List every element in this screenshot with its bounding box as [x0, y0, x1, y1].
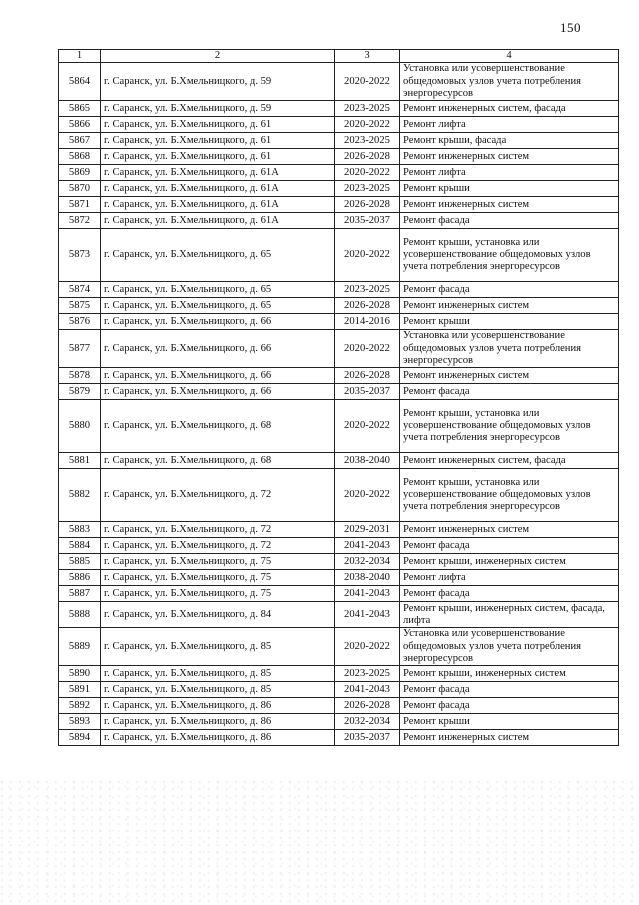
table-row — [59, 400, 619, 453]
row-number: 5870 — [59, 181, 101, 197]
table-row — [59, 714, 619, 730]
row-work: Установка или усовершенствование общедомовых узлов учета потребления энергоресурсов — [400, 628, 619, 666]
row-period: 2023-2025 — [335, 282, 400, 298]
row-address: г. Саранск, ул. Б.Хмельницкого, д. 86 — [101, 698, 335, 714]
row-address: г. Саранск, ул. Б.Хмельницкого, д. 61А — [101, 197, 335, 213]
row-period: 2029-2031 — [335, 522, 400, 538]
row-period: 2041-2043 — [335, 602, 400, 628]
table-row — [59, 384, 619, 400]
row-address: г. Саранск, ул. Б.Хмельницкого, д. 66 — [101, 384, 335, 400]
row-address: г. Саранск, ул. Б.Хмельницкого, д. 59 — [101, 101, 335, 117]
row-period: 2014-2016 — [335, 314, 400, 330]
row-number: 5882 — [59, 469, 101, 522]
table-row — [59, 698, 619, 714]
row-number: 5879 — [59, 384, 101, 400]
row-work: Ремонт фасада — [400, 538, 619, 554]
row-period: 2023-2025 — [335, 101, 400, 117]
row-work: Ремонт инженерных систем — [400, 522, 619, 538]
row-address: г. Саранск, ул. Б.Хмельницкого, д. 61 — [101, 133, 335, 149]
row-number: 5877 — [59, 330, 101, 368]
row-work: Ремонт крыши — [400, 181, 619, 197]
row-period: 2020-2022 — [335, 628, 400, 666]
row-number: 5872 — [59, 213, 101, 229]
row-work: Ремонт крыши — [400, 714, 619, 730]
row-work: Ремонт крыши, установка или усовершенствование общедомовых узлов учета потребления энергоресурсов — [400, 400, 619, 453]
row-work: Ремонт лифта — [400, 570, 619, 586]
table-row — [59, 298, 619, 314]
table-row — [59, 570, 619, 586]
table-row — [59, 181, 619, 197]
table-row — [59, 63, 619, 101]
row-address: г. Саранск, ул. Б.Хмельницкого, д. 86 — [101, 714, 335, 730]
row-period: 2020-2022 — [335, 63, 400, 101]
row-period: 2035-2037 — [335, 213, 400, 229]
row-work: Ремонт крыши, фасада — [400, 133, 619, 149]
row-number: 5871 — [59, 197, 101, 213]
header-col-4: 4 — [400, 50, 619, 63]
row-number: 5889 — [59, 628, 101, 666]
table-row — [59, 666, 619, 682]
row-number: 5885 — [59, 554, 101, 570]
row-address: г. Саранск, ул. Б.Хмельницкого, д. 66 — [101, 368, 335, 384]
row-number: 5894 — [59, 730, 101, 746]
row-address: г. Саранск, ул. Б.Хмельницкого, д. 66 — [101, 314, 335, 330]
row-address: г. Саранск, ул. Б.Хмельницкого, д. 61А — [101, 181, 335, 197]
row-work: Ремонт фасада — [400, 282, 619, 298]
table-row — [59, 133, 619, 149]
row-address: г. Саранск, ул. Б.Хмельницкого, д. 65 — [101, 229, 335, 282]
row-number: 5866 — [59, 117, 101, 133]
row-number: 5864 — [59, 63, 101, 101]
row-period: 2032-2034 — [335, 714, 400, 730]
row-period: 2026-2028 — [335, 368, 400, 384]
row-work: Ремонт инженерных систем — [400, 149, 619, 165]
row-work: Ремонт инженерных систем — [400, 298, 619, 314]
row-period: 2020-2022 — [335, 229, 400, 282]
row-number: 5891 — [59, 682, 101, 698]
row-number: 5887 — [59, 586, 101, 602]
row-period: 2020-2022 — [335, 330, 400, 368]
row-period: 2020-2022 — [335, 165, 400, 181]
row-period: 2035-2037 — [335, 730, 400, 746]
row-number: 5874 — [59, 282, 101, 298]
table-body — [59, 63, 619, 746]
row-work: Ремонт фасада — [400, 586, 619, 602]
row-period: 2038-2040 — [335, 570, 400, 586]
row-address: г. Саранск, ул. Б.Хмельницкого, д. 61 — [101, 117, 335, 133]
table-row — [59, 117, 619, 133]
row-period: 2020-2022 — [335, 400, 400, 453]
row-address: г. Саранск, ул. Б.Хмельницкого, д. 61 — [101, 149, 335, 165]
header-row — [59, 50, 619, 63]
row-work: Ремонт инженерных систем — [400, 730, 619, 746]
row-address: г. Саранск, ул. Б.Хмельницкого, д. 85 — [101, 682, 335, 698]
row-work: Ремонт инженерных систем, фасада — [400, 453, 619, 469]
row-work: Ремонт фасада — [400, 682, 619, 698]
row-address: г. Саранск, ул. Б.Хмельницкого, д. 65 — [101, 298, 335, 314]
row-number: 5865 — [59, 101, 101, 117]
row-period: 2023-2025 — [335, 133, 400, 149]
header-col-3: 3 — [335, 50, 400, 63]
row-number: 5880 — [59, 400, 101, 453]
row-number: 5876 — [59, 314, 101, 330]
row-number: 5890 — [59, 666, 101, 682]
row-address: г. Саранск, ул. Б.Хмельницкого, д. 85 — [101, 628, 335, 666]
row-period: 2023-2025 — [335, 666, 400, 682]
row-number: 5883 — [59, 522, 101, 538]
row-work: Ремонт крыши, инженерных систем — [400, 666, 619, 682]
table-row — [59, 229, 619, 282]
row-address: г. Саранск, ул. Б.Хмельницкого, д. 72 — [101, 538, 335, 554]
row-address: г. Саранск, ул. Б.Хмельницкого, д. 75 — [101, 586, 335, 602]
row-period: 2038-2040 — [335, 453, 400, 469]
row-address: г. Саранск, ул. Б.Хмельницкого, д. 66 — [101, 330, 335, 368]
row-number: 5868 — [59, 149, 101, 165]
row-work: Ремонт крыши — [400, 314, 619, 330]
row-number: 5867 — [59, 133, 101, 149]
table-row — [59, 538, 619, 554]
row-address: г. Саранск, ул. Б.Хмельницкого, д. 85 — [101, 666, 335, 682]
row-number: 5892 — [59, 698, 101, 714]
row-work: Ремонт крыши, инженерных систем, фасада, лифта — [400, 602, 619, 628]
row-work: Ремонт инженерных систем — [400, 368, 619, 384]
table-row — [59, 213, 619, 229]
table-row — [59, 368, 619, 384]
row-work: Ремонт крыши, установка или усовершенствование общедомовых узлов учета потребления энергоресурсов — [400, 229, 619, 282]
row-address: г. Саранск, ул. Б.Хмельницкого, д. 75 — [101, 554, 335, 570]
table-row — [59, 149, 619, 165]
row-work: Ремонт инженерных систем — [400, 197, 619, 213]
row-address: г. Саранск, ул. Б.Хмельницкого, д. 72 — [101, 522, 335, 538]
repair-schedule-table — [58, 49, 619, 746]
table-row — [59, 682, 619, 698]
table-row — [59, 330, 619, 368]
table-row — [59, 586, 619, 602]
table-row — [59, 522, 619, 538]
row-number: 5878 — [59, 368, 101, 384]
row-address: г. Саранск, ул. Б.Хмельницкого, д. 68 — [101, 400, 335, 453]
table-row — [59, 197, 619, 213]
row-work: Установка или усовершенствование общедомовых узлов учета потребления энергоресурсов — [400, 63, 619, 101]
row-work: Ремонт крыши, инженерных систем — [400, 554, 619, 570]
row-number: 5875 — [59, 298, 101, 314]
row-period: 2020-2022 — [335, 469, 400, 522]
row-number: 5888 — [59, 602, 101, 628]
row-address: г. Саранск, ул. Б.Хмельницкого, д. 68 — [101, 453, 335, 469]
row-period: 2032-2034 — [335, 554, 400, 570]
row-work: Ремонт фасада — [400, 213, 619, 229]
table-row — [59, 165, 619, 181]
table-row — [59, 453, 619, 469]
page-number: 150 — [560, 20, 581, 35]
table-row — [59, 602, 619, 628]
row-period: 2026-2028 — [335, 698, 400, 714]
header-col-2: 2 — [101, 50, 335, 63]
table-row — [59, 628, 619, 666]
row-period: 2041-2043 — [335, 682, 400, 698]
row-period: 2041-2043 — [335, 586, 400, 602]
header-col-1: 1 — [59, 50, 101, 63]
row-address: г. Саранск, ул. Б.Хмельницкого, д. 86 — [101, 730, 335, 746]
row-address: г. Саранск, ул. Б.Хмельницкого, д. 59 — [101, 63, 335, 101]
row-period: 2026-2028 — [335, 197, 400, 213]
row-work: Ремонт фасада — [400, 698, 619, 714]
table-row — [59, 101, 619, 117]
row-work: Ремонт крыши, установка или усовершенствование общедомовых узлов учета потребления энергоресурсов — [400, 469, 619, 522]
table-row — [59, 469, 619, 522]
row-address: г. Саранск, ул. Б.Хмельницкого, д. 72 — [101, 469, 335, 522]
row-period: 2020-2022 — [335, 117, 400, 133]
row-period: 2041-2043 — [335, 538, 400, 554]
row-work: Ремонт инженерных систем, фасада — [400, 101, 619, 117]
table-row — [59, 554, 619, 570]
row-address: г. Саранск, ул. Б.Хмельницкого, д. 61А — [101, 213, 335, 229]
row-address: г. Саранск, ул. Б.Хмельницкого, д. 65 — [101, 282, 335, 298]
row-work: Ремонт лифта — [400, 165, 619, 181]
row-number: 5893 — [59, 714, 101, 730]
table-row — [59, 730, 619, 746]
row-period: 2023-2025 — [335, 181, 400, 197]
table-row — [59, 282, 619, 298]
row-number: 5869 — [59, 165, 101, 181]
row-number: 5873 — [59, 229, 101, 282]
row-address: г. Саранск, ул. Б.Хмельницкого, д. 61А — [101, 165, 335, 181]
table-row — [59, 314, 619, 330]
row-period: 2026-2028 — [335, 149, 400, 165]
row-address: г. Саранск, ул. Б.Хмельницкого, д. 84 — [101, 602, 335, 628]
row-work: Установка или усовершенствование общедомовых узлов учета потребления энергоресурсов — [400, 330, 619, 368]
row-work: Ремонт лифта — [400, 117, 619, 133]
row-number: 5881 — [59, 453, 101, 469]
row-number: 5886 — [59, 570, 101, 586]
scan-noise — [0, 780, 639, 905]
row-period: 2035-2037 — [335, 384, 400, 400]
row-period: 2026-2028 — [335, 298, 400, 314]
row-work: Ремонт фасада — [400, 384, 619, 400]
row-address: г. Саранск, ул. Б.Хмельницкого, д. 75 — [101, 570, 335, 586]
row-number: 5884 — [59, 538, 101, 554]
